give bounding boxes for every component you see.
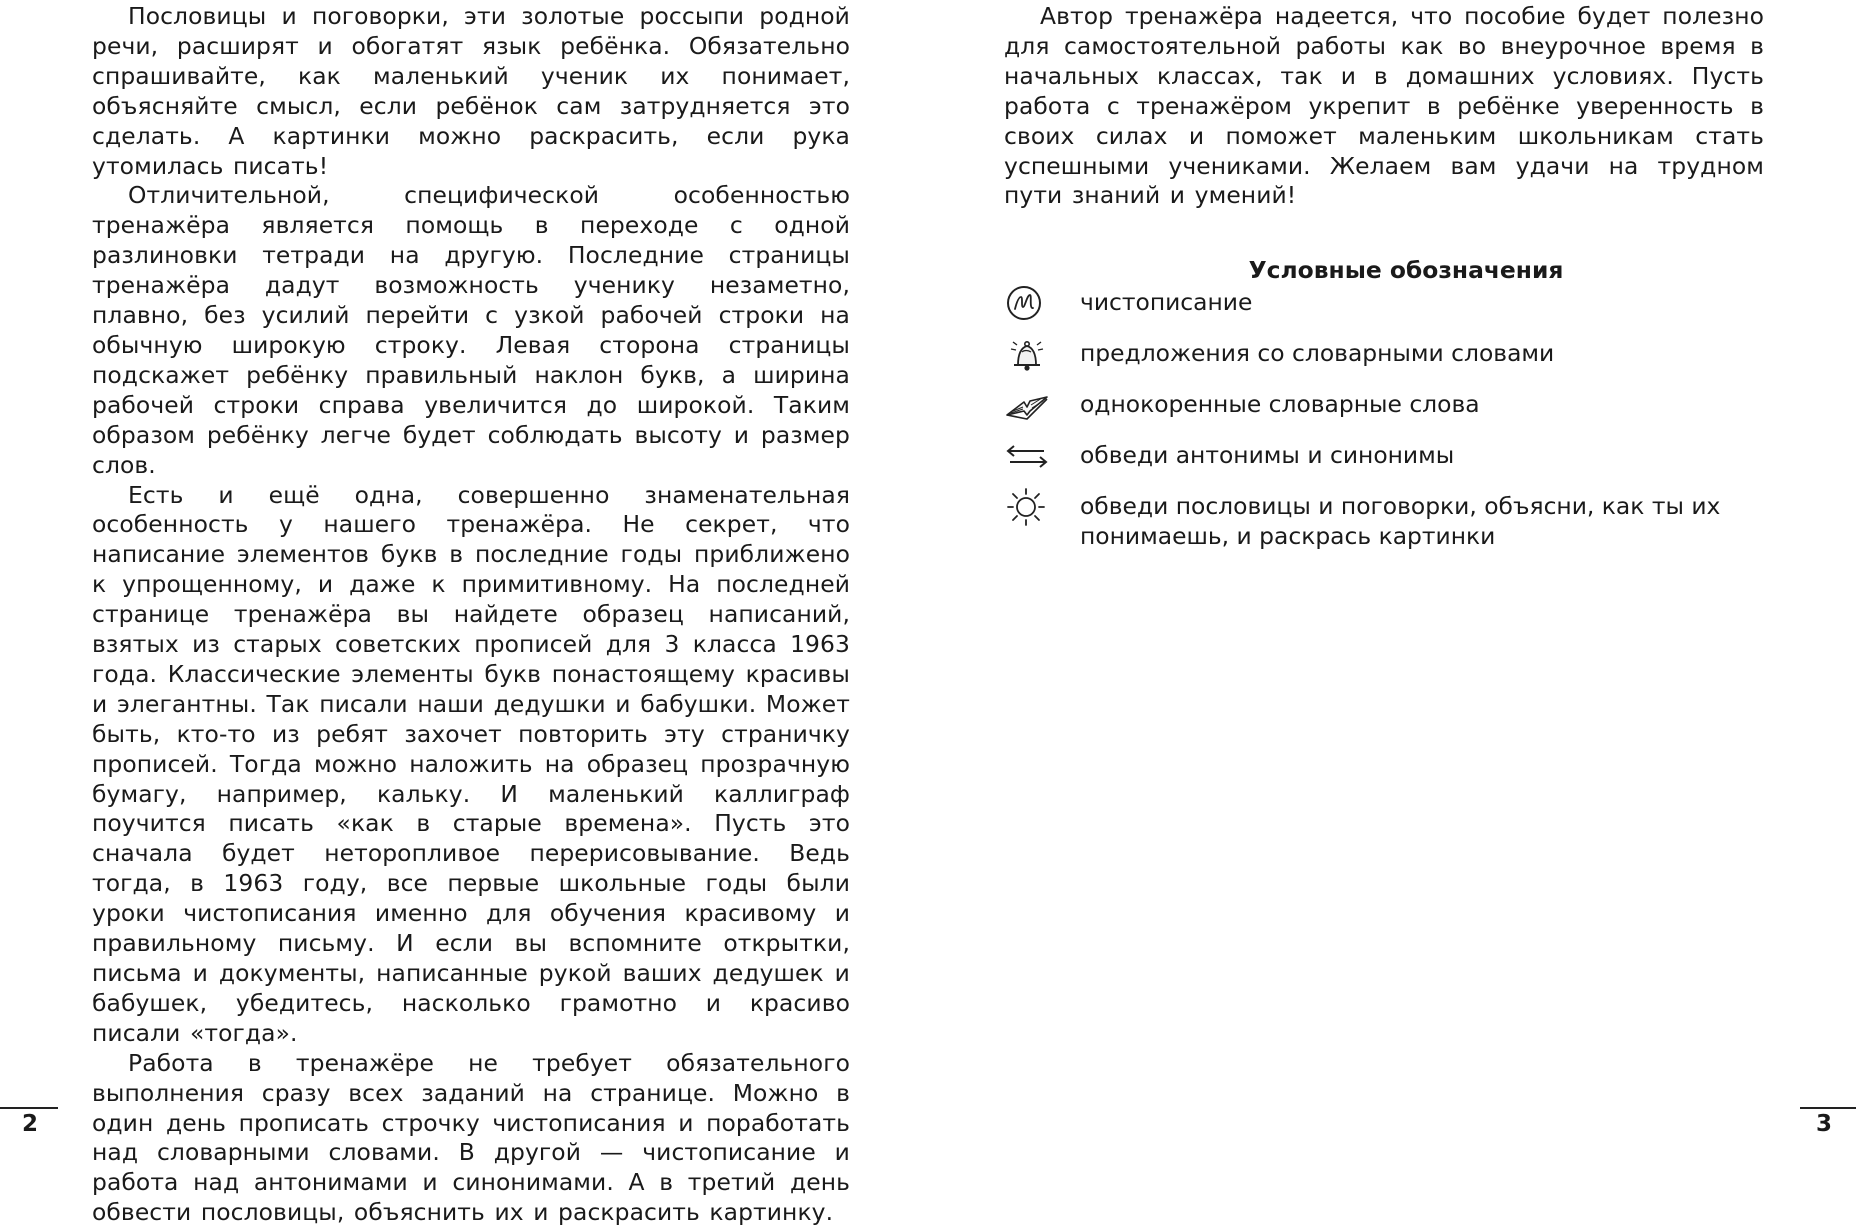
legend-item-same-root <box>1004 389 1764 419</box>
legend-text: обведи пословицы и поговорки, объясни, как ты их понимаешь, и раскрась картинки <box>1080 492 1721 551</box>
paragraph-ruling-transition: Отличительной, специфической особенностью тренажёра является помощь в переходе с одной разлиновки тетради на другую. Последние страницы тренажёра дадут возможность ученику незаметно, плавно, без усилий перейти с узкой рабочей строки на обычную широкую строку. Левая сторона страницы подскажет ребёнку правильный наклон букв, а ширина рабочей строки справа увеличится до широкой. Таким образом ребёнку легче будет соблюдать высоту и размер слов. <box>92 181 850 479</box>
legend-item-sentences <box>1004 338 1764 368</box>
paragraph-author-hope: Автор тренажёра надеется, что пособие будет полезно для самостоятельной работы как во внеурочное время в начальных классах, так и в домашних условиях. Пусть работа с тренажёром укрепит в ребёнке уверенность в своих силах и поможет маленьким школьникам стать успешными учениками. Желаем вам удачи на трудном пути знаний и умений! <box>1004 2 1764 210</box>
handwriting-circle-icon <box>1004 283 1050 323</box>
legend-text: предложения со словарными словами <box>1080 339 1555 368</box>
right-page <box>928 0 1856 1136</box>
page-number-right: 3 <box>1816 1111 1833 1137</box>
legend-item-penmanship <box>1004 287 1764 317</box>
legend-item-antonyms <box>1004 440 1764 470</box>
legend-text: обведи антонимы и синонимы <box>1080 441 1455 470</box>
paragraph-proverbs: Пословицы и поговорки, эти золотые россыпи родной речи, расширят и обогатят язык ребёнка. Обязательно спрашивайте, как маленький ученик их понимает, объясняйте смысл, если ребёнок сам затрудняется это сделать. А картинки можно раскрасить, если рука утомилась писать! <box>92 2 850 180</box>
footer-rule-right <box>1800 1107 1856 1109</box>
left-page <box>0 0 928 1227</box>
legend-list <box>1004 287 1764 551</box>
left-text-column <box>92 2 850 1228</box>
right-text-column <box>1004 2 1764 572</box>
footer-rule-left <box>0 1107 58 1109</box>
paragraph-work-schedule: Работа в тренажёре не требует обязательного выполнения сразу всех заданий на странице. Можно в один день прописать строчку чистописания и поработать над словарными словами. В другой — чистописание и работа над антонимами и синонимами. А в третий день обвести пословицы, объяснить их и раскрасить картинку. <box>92 1048 850 1227</box>
opposite-arrows-icon <box>1004 436 1050 476</box>
bell-icon <box>1004 334 1050 374</box>
sun-icon <box>1004 487 1050 527</box>
legend-text: чистописание <box>1080 288 1253 317</box>
legend-text: однокоренные словарные слова <box>1080 390 1480 419</box>
legend-item-proverbs <box>1004 491 1764 551</box>
paragraph-old-copybooks: Есть и ещё одна, совершенно знаменательная особенность у нашего тренажёра. Не секрет, что написание элементов букв в последние годы приближено к упрощенному, и даже к примитивному. На последней странице тренажёра вы найдете образец написаний, взятых из старых советских прописей для 3 класса 1963 года. Классические элементы букв понастоящему красивы и элегантны. Так писали наши дедушки и бабушки. Может быть, кто-то из ребят захочет повторить эту страничку прописей. Тогда можно наложить на образец прозрачную бумагу, например, кальку. И маленький каллиграф поучится писать «как в старые времена». Пусть это сначала будет неторопливое перерисовывание. Ведь тогда, в 1963 году, все первые школьные годы были уроки чистописания именно для обучения красивому и правильному письму. И если вы вспомните открытки, письма и документы, написанные рукой ваших дедушек и бабушек, убедитесь, насколько грамотно и красиво писали «тогда». <box>92 480 850 1047</box>
open-book-icon <box>1004 385 1050 425</box>
legend-title: Условные обозначения <box>1248 256 1564 285</box>
page-number-left: 2 <box>22 1111 39 1137</box>
